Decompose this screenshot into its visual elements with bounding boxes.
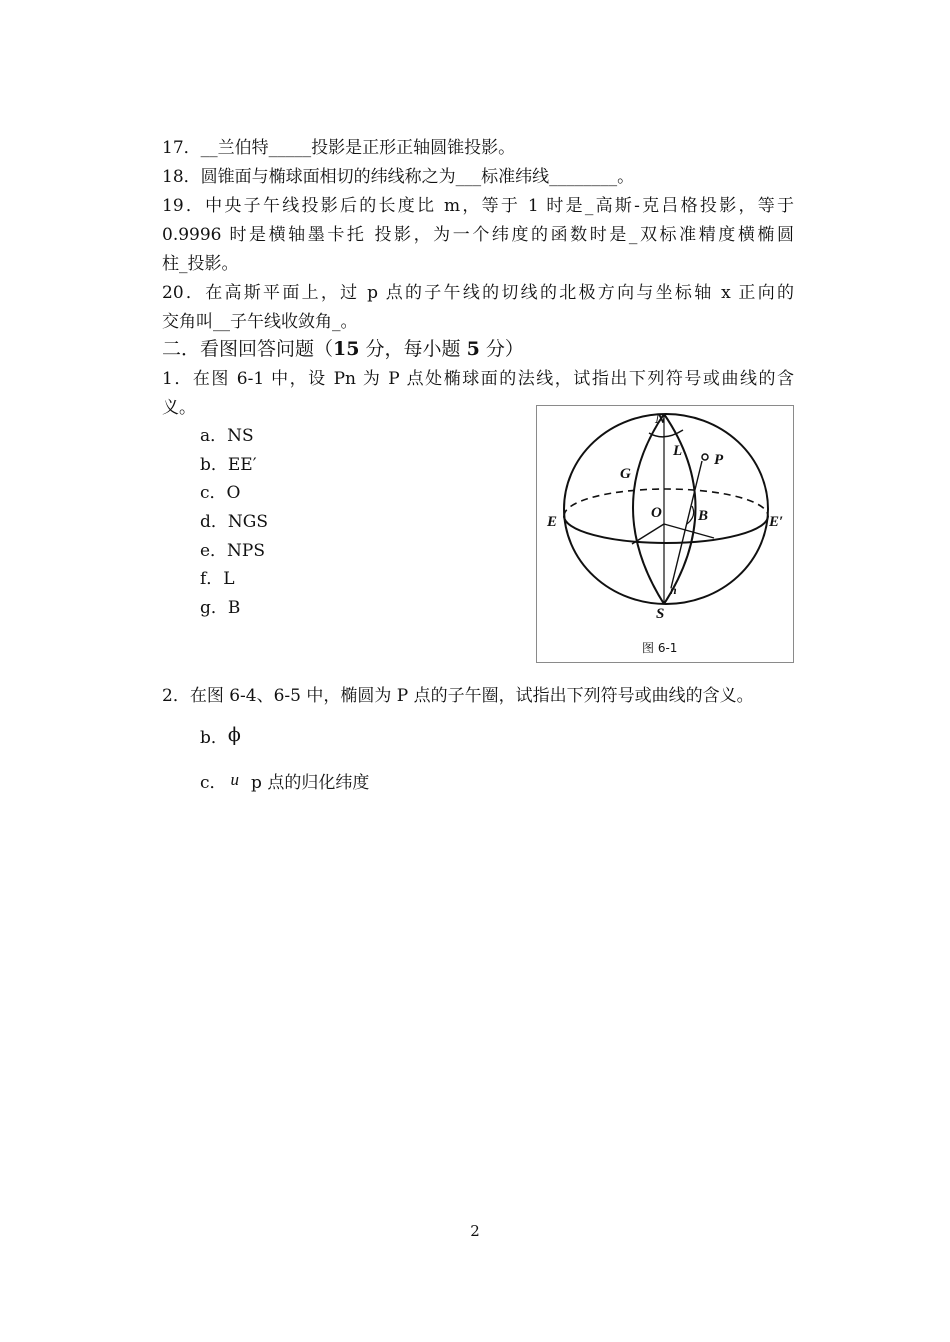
ellipsoid-diagram bbox=[537, 406, 793, 662]
label-P: P bbox=[714, 452, 724, 468]
label-E: E bbox=[547, 514, 558, 530]
option-e: e．NPS bbox=[200, 541, 266, 561]
label-n: n bbox=[670, 583, 677, 597]
problem-2-line1: 2．在图 6-4、6-5 中，椭圆为 P 点的子午圈，试指出下列符号或曲线的含义。 bbox=[162, 686, 754, 706]
option-b: b．EE′ bbox=[200, 455, 257, 475]
page-number: 2 bbox=[470, 1222, 480, 1240]
label-S: S bbox=[656, 606, 665, 622]
ellipsoid-outline bbox=[564, 414, 768, 604]
figure-6-1 bbox=[536, 405, 794, 663]
label-E-prime: E′ bbox=[769, 514, 784, 530]
option-f: f．L bbox=[200, 569, 235, 589]
normal-pn bbox=[671, 461, 702, 588]
question-19-line3: 柱_投影。 bbox=[162, 254, 239, 274]
option-d: d．NGS bbox=[200, 512, 268, 532]
u-symbol: u bbox=[230, 770, 240, 789]
question-19-line1: 19．中央子午线投影后的长度比 m，等于 1 时是_高斯-克吕格投影，等于 bbox=[162, 196, 794, 216]
question-18: 18．圆锥面与椭球面相切的纬线称之为___标准纬线________。 bbox=[162, 167, 635, 187]
option-c: c．O bbox=[200, 483, 241, 503]
section-2-heading: 二．看图回答问题（15 分，每小题 5 分） bbox=[162, 338, 524, 360]
question-20-line1: 20．在高斯平面上，过 p 点的子午线的切线的北极方向与坐标轴 x 正向的 bbox=[162, 283, 794, 303]
option-2c: c． u p 点的归化纬度 bbox=[200, 770, 370, 793]
question-20-line2: 交角叫__子午线收敛角_。 bbox=[162, 312, 358, 332]
label-N: N bbox=[655, 411, 666, 427]
answer-17: 兰伯特 bbox=[217, 138, 269, 158]
option-a: a．NS bbox=[200, 426, 254, 446]
label-B: B bbox=[698, 508, 709, 524]
radius-line bbox=[632, 524, 664, 544]
answer-18: 标准纬线 bbox=[481, 167, 550, 187]
equator-back bbox=[564, 489, 768, 516]
question-17: 17．__兰伯特_____投影是正形正轴圆锥投影。 bbox=[162, 138, 516, 158]
option-2b: b．ϕ bbox=[200, 724, 241, 748]
question-19-line2: 0.9996 时是横轴墨卡托 投影，为一个纬度的函数时是_双标准精度横椭圆 bbox=[162, 225, 794, 245]
phi-symbol: ϕ bbox=[227, 724, 241, 746]
figure-caption: 图 6-1 bbox=[642, 641, 678, 655]
radius-line-2 bbox=[664, 524, 714, 538]
option-g: g．B bbox=[200, 598, 241, 618]
problem-1-line2: 义。 bbox=[162, 398, 196, 418]
equator-front bbox=[564, 516, 768, 543]
point-p bbox=[702, 454, 708, 460]
problem-1-line1: 1．在图 6-1 中，设 Pn 为 P 点处椭球面的法线，试指出下列符号或曲线的含 bbox=[162, 369, 794, 389]
label-L: L bbox=[673, 443, 683, 459]
label-O: O bbox=[651, 505, 662, 521]
label-G: G bbox=[620, 466, 631, 482]
